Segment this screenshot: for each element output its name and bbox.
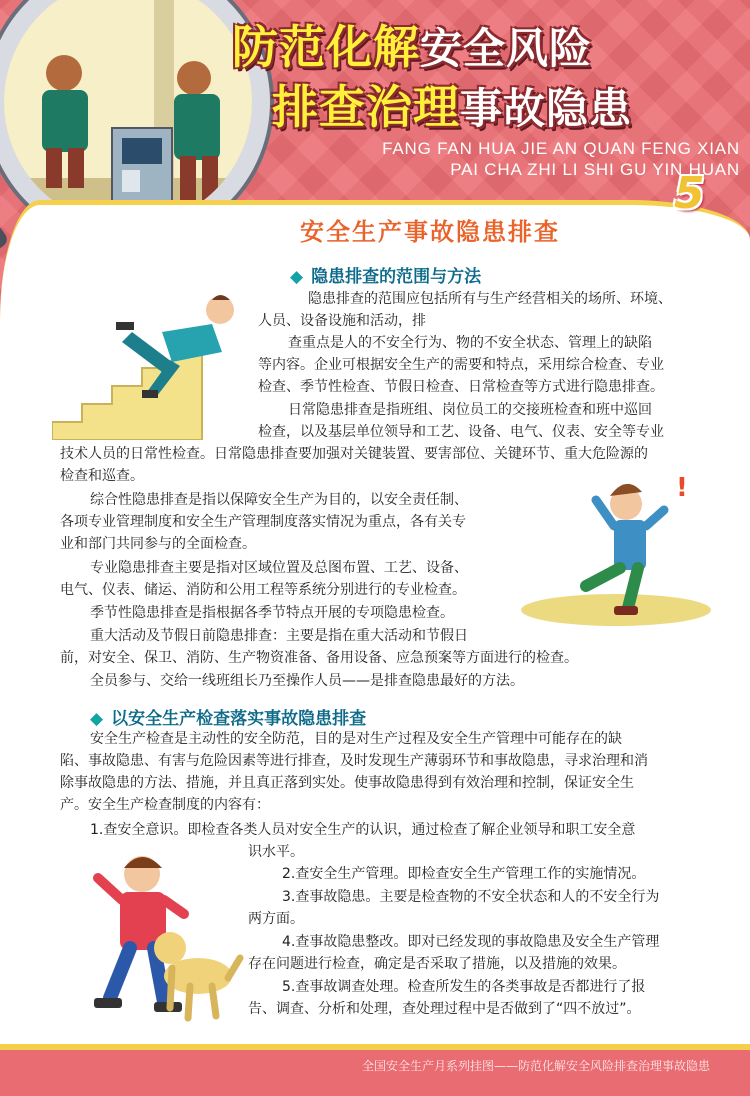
title-part: 防范化解 (232, 20, 420, 74)
text-line: 4.查事故隐患整改。即对已经发现的事故隐患及安全生产管理 (282, 934, 660, 950)
text-line: 安全生产检查是主动性的安全防范，目的是对生产过程及安全生产管理中可能存在的缺 (90, 731, 622, 747)
page-number-badge: 5 (674, 168, 705, 219)
stair-fall-illustration (52, 292, 242, 440)
title-line-1 (232, 18, 742, 78)
text-line: 人员、设备设施和活动，排 (258, 313, 426, 329)
text-line: 各项专业管理制度和安全生产管理制度落实情况为重点，各有关专 (60, 514, 466, 530)
text-line: 识水平。 (248, 844, 304, 860)
text-line: 业和部门共同参与的全面检查。 (60, 536, 256, 552)
main-heading: 安全生产事故隐患排查 (300, 218, 560, 246)
text-line: 陷、事故隐患、有害与危险因素等进行排查，及时发现生产薄弱环节和事故隐患，寻求治理和消 (60, 753, 648, 769)
text-line: 全员参与、交给一线班组长乃至操作人员——是排查隐患最好的方法。 (90, 673, 524, 689)
section-title-text: 以安全生产检查落实事故隐患排查 (111, 709, 367, 729)
title-part: 安全风险 (420, 24, 593, 73)
text-line: 告、调查、分析和处理，查处理过程中是否做到了“四不放过”。 (248, 1001, 641, 1017)
text-line: 等内容。企业可根据安全生产的需要和特点，采用综合检查、专业 (258, 357, 664, 373)
text-line: 检查、季节性检查、节假日检查、日常检查等方式进行隐患排查。 (258, 379, 664, 395)
dog-bite-illustration (80, 848, 245, 1024)
text-line: 2.查安全生产管理。即检查安全生产管理工作的实施情况。 (282, 866, 646, 882)
svg-text:!: ! (676, 473, 688, 503)
footer-caption: 全国安全生产月系列挂图——防范化解安全风险排查治理事故隐患 (361, 1059, 710, 1073)
text-line: 隐患排查的范围应包括所有与生产经营相关的场所、环境、 (308, 291, 672, 307)
diamond-icon: ◆ (90, 709, 104, 729)
pinyin-subtitle (270, 138, 740, 180)
text-line: 技术人员的日常性检查。日常隐患排查要加强对关键装置、要害部位、关键环节、重大危险源的 (60, 446, 648, 462)
text-line: 检查和巡查。 (60, 468, 144, 484)
diamond-icon: ◆ (290, 267, 304, 287)
text-line: 综合性隐患排查是指以保障安全生产为目的，以安全责任制、 (90, 492, 468, 508)
text-line: 产。安全生产检查制度的内容有： (60, 797, 270, 813)
text-line: 5.查事故调查处理。检查所发生的各类事故是否都进行了报 (282, 979, 646, 995)
text-line: 除事故隐患的方法、措施，并且真正落到实处。使事故隐患得到有效治理和控制，保证安全生 (60, 775, 634, 791)
text-line: 检查，以及基层单位领导和工艺、设备、电气、仪表、安全等专业 (258, 424, 664, 440)
title-line-2 (232, 78, 742, 138)
text-line: 查重点是人的不安全行为、物的不安全状态、管理上的缺陷 (288, 335, 652, 351)
text-line: 重大活动及节假日前隐患排查：主要是指在重大活动和节假日 (90, 628, 468, 644)
text-line: 电气、仪表、储运、消防和公用工程等系统分别进行的专业检查。 (60, 582, 466, 598)
title-part: 排查治理 (272, 80, 460, 134)
section-1-title (290, 262, 481, 287)
poster-title (232, 18, 742, 138)
section-title-text: 隐患排查的范围与方法 (311, 267, 482, 287)
text-line: 存在问题进行检查，确定是否采取了措施，以及措施的效果。 (248, 956, 626, 972)
section-2-title (90, 704, 366, 729)
text-line: 3.查事故隐患。主要是检查物的不安全状态和人的不安全行为 (282, 889, 660, 905)
text-line: 前，对安全、保卫、消防、生产物资准备、备用设备、应急预案等方面进行的检查。 (60, 650, 578, 666)
text-line: 日常隐患排查是指班组、岗位员工的交接班检查和班中巡回 (288, 402, 652, 418)
pinyin-line: FANG FAN HUA JIE AN QUAN FENG XIAN (382, 139, 740, 158)
title-part: 事故隐患 (460, 84, 633, 133)
pinyin-line: PAI CHA ZHI LI SHI GU YIN HUAN (450, 160, 740, 179)
text-line: 两方面。 (248, 911, 304, 927)
slip-illustration (516, 470, 716, 630)
text-line: 专业隐患排查主要是指对区域位置及总图布置、工艺、设备、 (90, 560, 468, 576)
text-line: 季节性隐患排查是指根据各季节特点开展的专项隐患检查。 (90, 605, 454, 621)
text-line: 1.查安全意识。即检查各类人员对安全生产的认识，通过检查了解企业领导和职工安全意 (90, 822, 636, 838)
